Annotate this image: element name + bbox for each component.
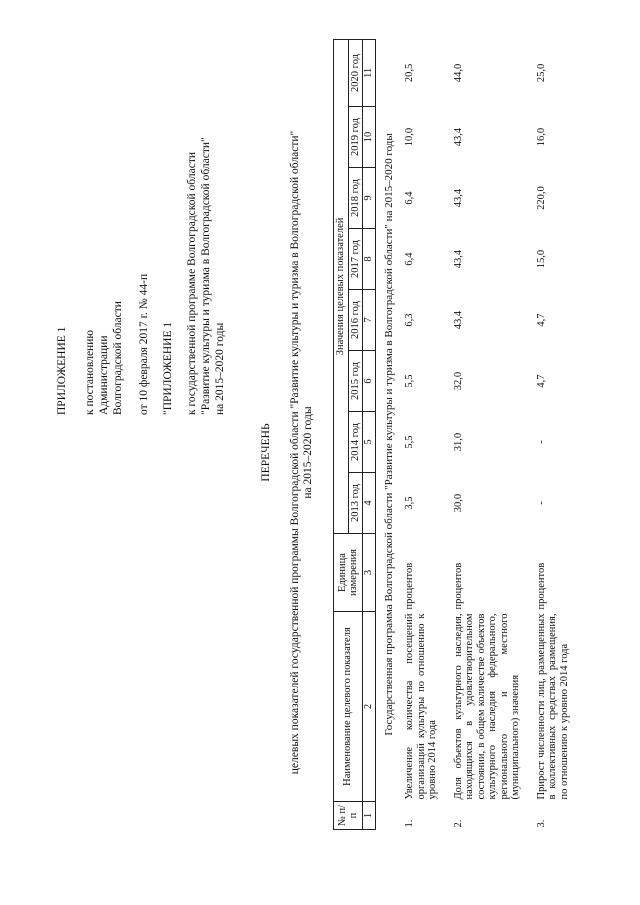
col-number: 11 — [363, 39, 376, 106]
row-value: 5,5 — [404, 435, 415, 449]
header-year: 2015 год — [348, 351, 363, 412]
program-line-2: "Развитие культуры и туризма в Волгоградской области" — [200, 137, 212, 415]
row-value: 32,0 — [452, 371, 464, 391]
header-unit: Единица измерения — [334, 534, 363, 612]
col-number: 1 — [363, 802, 376, 830]
header-year: 2018 год — [348, 168, 363, 229]
column-numbers-row — [363, 39, 376, 829]
row-value: 6,3 — [404, 313, 415, 327]
header-year: 2014 год — [348, 412, 363, 473]
col-number: 3 — [363, 534, 376, 612]
table-row — [535, 39, 572, 829]
row-no: 3. — [535, 819, 547, 828]
col-number: 6 — [363, 351, 376, 412]
table-row — [403, 39, 440, 829]
row-value: 43,4 — [452, 127, 464, 147]
appendix-header — [55, 137, 227, 415]
row-no: 2. — [452, 819, 464, 828]
date-line: от 10 февраля 2017 г. № 44-п — [138, 273, 150, 415]
title-line-2: на 2015–2020 годы — [302, 406, 314, 499]
row-name: Увеличение количества посещений организаций культуры по отношению к уровню 2014 года — [404, 613, 438, 800]
row-value: 31,0 — [452, 432, 464, 452]
row-unit: процентов — [404, 562, 415, 610]
col-number: 2 — [363, 612, 376, 802]
col-number: 4 — [363, 473, 376, 534]
row-value: 3,5 — [404, 496, 415, 510]
row-value: - — [535, 440, 547, 444]
row-value: 43,4 — [452, 249, 464, 269]
title-line-1: целевых показателей государственной программы Волгоградской области "Развитие культуры и туризма в Волгоградской области" — [289, 130, 301, 775]
row-value: 44,0 — [452, 63, 464, 83]
col-number: 8 — [363, 229, 376, 290]
appendix-label: ПРИЛОЖЕНИЕ 1 — [56, 326, 68, 415]
row-value: 6,4 — [404, 252, 415, 266]
row-value: 6,4 — [404, 191, 415, 205]
row-value: 43,4 — [452, 310, 464, 330]
col-number: 7 — [363, 290, 376, 351]
row-value: 30,0 — [452, 493, 464, 513]
program-row — [375, 39, 403, 829]
indicators-table — [333, 39, 571, 830]
row-value: 16,0 — [535, 127, 547, 147]
col-number: 10 — [363, 107, 376, 168]
row-value: 220,0 — [535, 186, 547, 210]
row-unit: процентов — [452, 562, 464, 610]
row-value: - — [535, 501, 547, 505]
row-value: 4,7 — [535, 374, 547, 388]
table-row — [452, 39, 523, 829]
row-value: 25,0 — [535, 63, 547, 83]
row-name: Прирост численности лиц, размещенных в коллективных средствах размещения, по отношению к уровню 2014 года — [535, 613, 570, 800]
row-value: 20,5 — [404, 63, 415, 83]
row-value: 15,0 — [535, 249, 547, 269]
col-number: 5 — [363, 412, 376, 473]
program-line-3: на 2015–2020 годы — [214, 322, 226, 415]
header-year: 2019 год — [348, 107, 363, 168]
program-row-text: Государственная программа Волгоградской области "Развитие культуры и туризма в Волгоградской области" на 2015–2020 годы — [382, 133, 395, 736]
row-unit: процентов — [535, 562, 547, 610]
page-title: ПЕРЕЧЕНЬ — [260, 423, 272, 482]
appendix-quoted: "ПРИЛОЖЕНИЕ 1 — [162, 321, 174, 415]
header-year: 2016 год — [348, 290, 363, 351]
header-name: Наименование целевого показателя — [334, 612, 363, 802]
header-year: 2020 год — [348, 39, 363, 106]
title-block — [260, 0, 315, 905]
header-no: № п/п — [334, 802, 363, 830]
row-value: 5,5 — [404, 374, 415, 388]
resolution-line: к постановлению — [84, 330, 96, 415]
header-year: 2017 год — [348, 229, 363, 290]
header-values-group: Значения целевых показателей — [334, 39, 349, 533]
program-line-1: к государственной программе Волгоградской области — [186, 152, 198, 415]
row-name: Доля объектов культурного наследия, находящихся в удовлетворительном состоянии, в общем количестве объектов культурного наследия федерального, регионального и местного (муниципального) значения — [452, 613, 521, 800]
row-value: 10,0 — [404, 127, 415, 147]
row-value: 4,7 — [535, 313, 547, 327]
header-year: 2013 год — [348, 473, 363, 534]
administration-line: Администрации — [98, 335, 110, 415]
row-value: 43,4 — [452, 188, 464, 208]
row-no: 1. — [404, 819, 415, 828]
region-line: Волгоградской области — [112, 301, 124, 415]
col-number: 9 — [363, 168, 376, 229]
